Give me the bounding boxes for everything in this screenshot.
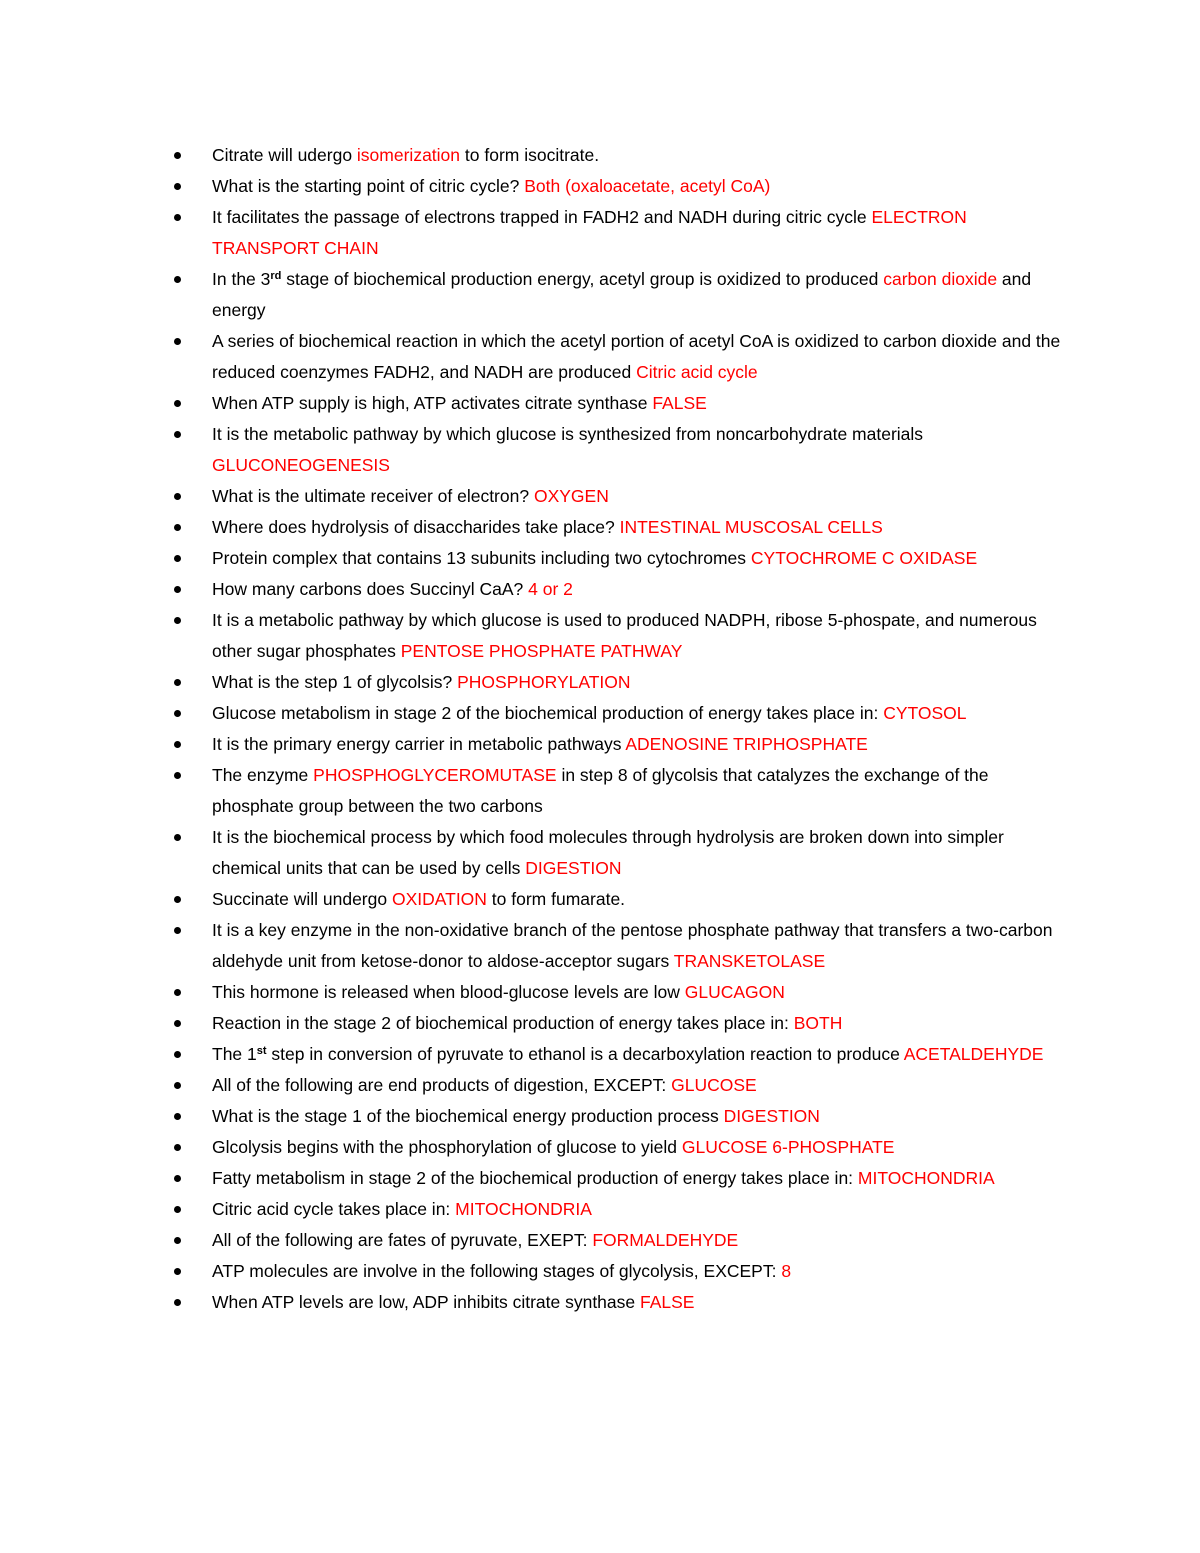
bullet-icon	[174, 338, 181, 345]
bullet-icon	[174, 989, 181, 996]
list-item	[174, 1163, 1064, 1194]
question-text: All of the following are fates of pyruvate, EXEPT:	[212, 1230, 593, 1250]
question-text: Glucose metabolism in stage 2 of the biochemical production of energy takes place in:	[212, 703, 884, 723]
list-item	[174, 729, 1064, 760]
list-item	[174, 1101, 1064, 1132]
bullet-icon	[174, 834, 181, 841]
bullet-icon	[174, 617, 181, 624]
question-text: Protein complex that contains 13 subunits including two cytochromes	[212, 548, 751, 568]
answer-text: PHOSPHOGLYCEROMUTASE	[313, 765, 557, 785]
bullet-icon	[174, 152, 181, 159]
list-item	[174, 543, 1064, 574]
answer-text: carbon dioxide	[883, 269, 998, 289]
question-text: Glcolysis begins with the phosphorylation of glucose to yield	[212, 1137, 682, 1157]
answer-text: Both (oxaloacetate, acetyl CoA)	[524, 176, 771, 196]
list-item	[174, 915, 1064, 977]
question-text: What is the step 1 of glycolsis?	[212, 672, 458, 692]
answer-text: GLUCAGON	[684, 982, 785, 1002]
bullet-icon	[174, 1175, 181, 1182]
bullet-icon	[174, 1206, 181, 1213]
list-item	[174, 140, 1064, 171]
list-item	[174, 605, 1064, 667]
bullet-icon	[174, 1144, 181, 1151]
list-item	[174, 1132, 1064, 1163]
question-text: step in conversion of pyruvate to ethanol is a decarboxylation reaction to produce	[266, 1044, 904, 1064]
list-item	[174, 1194, 1064, 1225]
bullet-icon	[174, 524, 181, 531]
answer-text: DIGESTION	[723, 1106, 820, 1126]
answer-text: MITOCHONDRIA	[455, 1199, 592, 1219]
bullet-icon	[174, 555, 181, 562]
question-text: Reaction in the stage 2 of biochemical production of energy takes place in:	[212, 1013, 794, 1033]
bullet-list	[174, 140, 1064, 1318]
question-text: This hormone is released when blood-glucose levels are low	[212, 982, 685, 1002]
superscript-text: rd	[270, 270, 282, 282]
question-text: Succinate will undergo	[212, 889, 392, 909]
list-item	[174, 1225, 1064, 1256]
answer-text: INTESTINAL MUSCOSAL CELLS	[619, 517, 883, 537]
answer-text: BOTH	[793, 1013, 843, 1033]
list-item	[174, 171, 1064, 202]
bullet-icon	[174, 1299, 181, 1306]
question-text: It facilitates the passage of electrons trapped in FADH2 and NADH during citric cycle	[212, 207, 872, 227]
answer-text: CYTOCHROME C OXIDASE	[750, 548, 978, 568]
question-text: It is a key enzyme in the non-oxidative branch of the pentose phosphate pathway that transfers a two-carbon aldehyde unit from ketose-donor to aldose-acceptor sugars	[212, 920, 1053, 971]
list-item	[174, 1008, 1064, 1039]
question-text: It is the metabolic pathway by which glucose is synthesized from noncarbohydrate materials	[212, 424, 924, 444]
question-text: A series of biochemical reaction in which the acetyl portion of acetyl CoA is oxidized to carbon dioxide and the reduced coenzymes FADH2, and NADH are produced	[212, 331, 1061, 382]
question-text: All of the following are end products of digestion, EXCEPT:	[212, 1075, 672, 1095]
bullet-icon	[174, 493, 181, 500]
question-text: When ATP levels are low, ADP inhibits citrate synthase	[212, 1292, 640, 1312]
bullet-icon	[174, 1237, 181, 1244]
question-text: The enzyme	[212, 765, 314, 785]
list-item	[174, 1256, 1064, 1287]
question-text: How many carbons does Succinyl CaA?	[212, 579, 529, 599]
question-text: Fatty metabolism in stage 2 of the biochemical production of energy takes place in:	[212, 1168, 858, 1188]
bullet-icon	[174, 400, 181, 407]
question-text: When ATP supply is high, ATP activates citrate synthase	[212, 393, 653, 413]
list-item	[174, 388, 1064, 419]
question-text: and energy	[212, 269, 1032, 320]
list-item	[174, 977, 1064, 1008]
question-text: It is a metabolic pathway by which glucose is used to produced NADPH, ribose 5-phospate, and numerous other sugar phosphates	[212, 610, 1037, 661]
bullet-icon	[174, 1020, 181, 1027]
bullet-icon	[174, 183, 181, 190]
question-text: What is the stage 1 of the biochemical energy production process	[212, 1106, 724, 1126]
answer-text: ACETALDEHYDE	[903, 1044, 1044, 1064]
answer-text: 4 or 2	[528, 579, 573, 599]
bullet-icon	[174, 710, 181, 717]
answer-text: CYTOSOL	[883, 703, 967, 723]
answer-text: isomerization	[356, 145, 461, 165]
list-item	[174, 884, 1064, 915]
list-item	[174, 1287, 1064, 1318]
list-item	[174, 1039, 1064, 1070]
bullet-icon	[174, 431, 181, 438]
answer-text: PHOSPHORYLATION	[457, 672, 631, 692]
answer-text: 8	[781, 1261, 792, 1281]
question-text: The 1	[212, 1044, 257, 1064]
answer-text: GLUCOSE 6-PHOSPHATE	[681, 1137, 895, 1157]
question-text: What is the starting point of citric cycle?	[212, 176, 525, 196]
question-text: Citrate will udergo	[212, 145, 357, 165]
answer-text: ELECTRON TRANSPORT CHAIN	[212, 207, 967, 258]
bullet-icon	[174, 772, 181, 779]
answer-text: DIGESTION	[525, 858, 622, 878]
list-item	[174, 667, 1064, 698]
answer-text: GLUCONEOGENESIS	[212, 455, 390, 475]
bullet-icon	[174, 586, 181, 593]
answer-text: OXIDATION	[391, 889, 487, 909]
question-text: to form isocitrate.	[460, 145, 600, 165]
list-item	[174, 481, 1064, 512]
superscript-text: st	[256, 1045, 267, 1057]
list-item	[174, 202, 1064, 264]
list-item	[174, 326, 1064, 388]
list-item	[174, 512, 1064, 543]
bullet-icon	[174, 679, 181, 686]
question-text: ATP molecules are involve in the following stages of glycolysis, EXCEPT:	[212, 1261, 782, 1281]
answer-text: ADENOSINE TRIPHOSPHATE	[625, 734, 868, 754]
bullet-icon	[174, 1268, 181, 1275]
question-text: Citric acid cycle takes place in:	[212, 1199, 456, 1219]
bullet-icon	[174, 927, 181, 934]
question-text: to form fumarate.	[486, 889, 626, 909]
answer-text: OXYGEN	[533, 486, 609, 506]
answer-text: FORMALDEHYDE	[592, 1230, 739, 1250]
question-text: It is the primary energy carrier in metabolic pathways	[212, 734, 626, 754]
question-text: In the 3	[212, 269, 271, 289]
question-text: stage of biochemical production energy, acetyl group is oxidized to produced	[281, 269, 884, 289]
answer-text: FALSE	[640, 1292, 695, 1312]
answer-text: GLUCOSE	[671, 1075, 757, 1095]
list-item	[174, 419, 1064, 481]
list-item	[174, 1070, 1064, 1101]
answer-text: PENTOSE PHOSPHATE PATHWAY	[400, 641, 683, 661]
bullet-icon	[174, 741, 181, 748]
bullet-icon	[174, 1082, 181, 1089]
bullet-icon	[174, 214, 181, 221]
bullet-icon	[174, 1051, 181, 1058]
answer-text: TRANSKETOLASE	[673, 951, 826, 971]
list-item	[174, 574, 1064, 605]
answer-text: Citric acid cycle	[636, 362, 758, 382]
bullet-icon	[174, 1113, 181, 1120]
bullet-icon	[174, 896, 181, 903]
list-item	[174, 760, 1064, 822]
answer-text: MITOCHONDRIA	[857, 1168, 995, 1188]
question-text: in step 8 of glycolsis that catalyzes the exchange of the phosphate group between the two carbons	[212, 765, 989, 816]
question-text: It is the biochemical process by which food molecules through hydrolysis are broken down into simpler chemical units that can be used by cells	[212, 827, 1004, 878]
list-item	[174, 264, 1064, 326]
list-item	[174, 822, 1064, 884]
bullet-icon	[174, 276, 181, 283]
question-text: What is the ultimate receiver of electron?	[212, 486, 534, 506]
answer-text: FALSE	[652, 393, 707, 413]
list-item	[174, 698, 1064, 729]
question-text: Where does hydrolysis of disaccharides take place?	[212, 517, 620, 537]
